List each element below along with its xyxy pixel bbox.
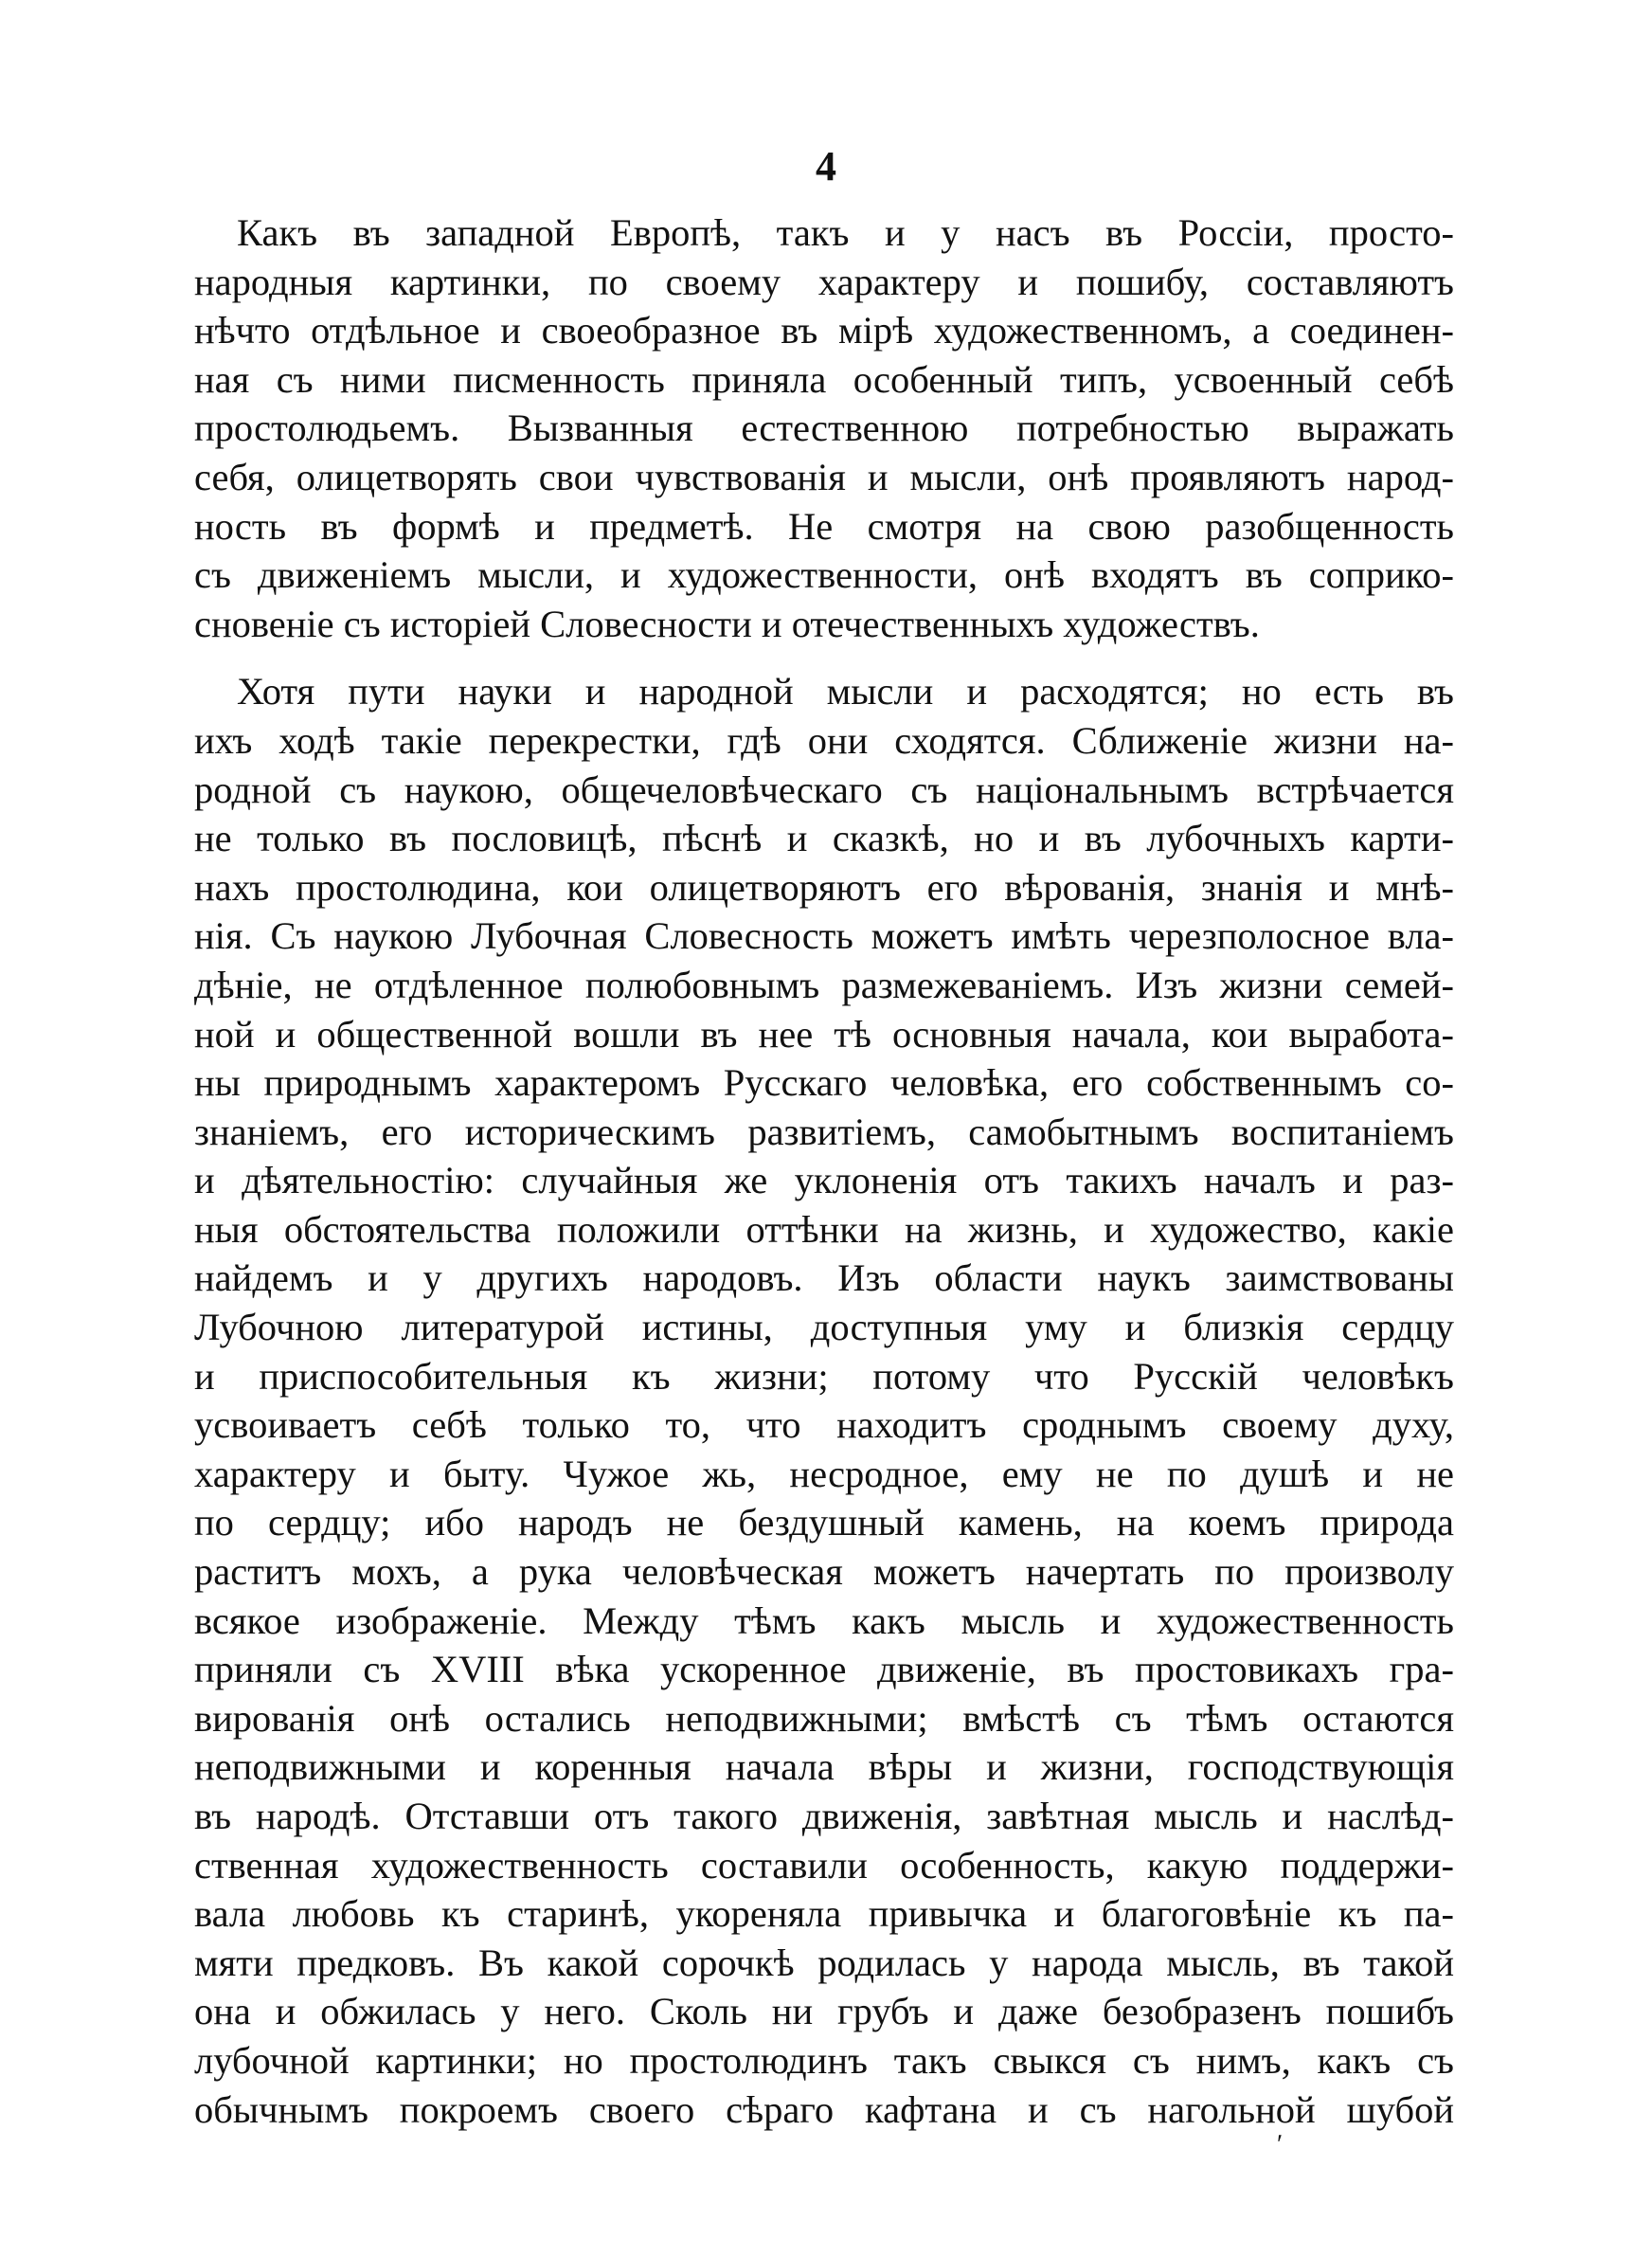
text-line: съ движеніемъ мысли, и художественности, онѣ входятъ въ соприко- xyxy=(194,553,1454,597)
text-line: Хотя пути науки и народной мысли и расходятся; но есть въ xyxy=(237,670,1454,713)
text-line: Лубочною литературой истины, доступныя уму и близкія сердцу xyxy=(194,1306,1454,1349)
text-line: народныя картинки, по своему характеру и пошибу, составляютъ xyxy=(194,260,1454,303)
text-line: знаніемъ, его историческимъ развитіемъ, самобытнымъ воспитаніемъ xyxy=(194,1110,1454,1153)
page-number: 4 xyxy=(816,143,836,190)
text-line: нѣчто отдѣльное и своеобразное въ мірѣ художественномъ, а соединен- xyxy=(194,309,1454,352)
text-line: дѣніе, не отдѣленное полюбовнымъ размежеваніемъ. Изъ жизни семей- xyxy=(194,963,1454,1006)
text-line: приняли съ XVIII вѣка ускоренное движеніе, въ простовикахъ гра- xyxy=(194,1648,1454,1691)
text-line: она и обжилась у него. Сколь ни грубъ и даже безобразенъ пошибъ xyxy=(194,1990,1454,2033)
paragraph-gap xyxy=(194,648,1454,667)
text-line: неподвижными и коренныя начала вѣры и жизни, господствующія xyxy=(194,1745,1454,1789)
text-line: всякое изображеніе. Между тѣмъ какъ мысль и художественность xyxy=(194,1598,1454,1642)
text-line: вала любовь къ старинѣ, укореняла привычка и благоговѣніе къ па- xyxy=(194,1892,1454,1936)
text-line: найдемъ и у другихъ народовъ. Изъ области наукъ заимствованы xyxy=(194,1256,1454,1300)
text-line: въ народѣ. Отставши отъ такого движенія, завѣтная мысль и наслѣд- xyxy=(194,1795,1454,1837)
text-line: нахъ простолюдина, кои олицетворяютъ его вѣрованія, знанія и мнѣ- xyxy=(194,865,1454,909)
text-line: ность въ формѣ и предметѣ. Не смотря на свою разобщенность xyxy=(194,504,1454,548)
text-line: Какъ въ западной Европѣ, такъ и у насъ въ Россіи, просто- xyxy=(237,211,1454,254)
text-line: себя, олицетворять свои чувствованія и мысли, онѣ проявляютъ народ- xyxy=(194,455,1454,498)
paragraph-2 xyxy=(194,667,1454,2134)
text-line: ственная художественность составили особенность, какую поддержи- xyxy=(194,1843,1454,1887)
text-line: не только въ пословицѣ, пѣснѣ и сказкѣ, но и въ лубочныхъ карти- xyxy=(194,817,1454,860)
text-line: родной съ наукою, общечеловѣческаго съ національнымъ встрѣчается xyxy=(194,767,1454,811)
text-line: раститъ мохъ, а рука человѣческая можетъ начертать по произволу xyxy=(194,1550,1454,1594)
text-line: ной и общественной вошли въ нее тѣ основныя начала, кои выработа- xyxy=(194,1012,1454,1056)
text-line: ная съ ними писменность приняла особенный типъ, усвоенный себѣ xyxy=(194,357,1454,401)
text-line: нія. Съ наукою Лубочная Словесность можетъ имѣть черезполосное вла- xyxy=(194,914,1454,958)
text-line: мяти предковъ. Въ какой сорочкѣ родилась у народа мысль, въ такой xyxy=(194,1941,1454,1984)
text-line: усвоиваетъ себѣ только то, что находитъ сроднымъ своему духу, xyxy=(194,1403,1454,1447)
ink-speck: ʹ xyxy=(1277,2130,1284,2159)
text-line: и приспособительныя къ жизни; потому что Русскій человѣкъ xyxy=(194,1354,1454,1398)
paragraph-1 xyxy=(194,208,1454,648)
text-line: ихъ ходѣ такіе перекрестки, гдѣ они сходятся. Сближеніе жизни на- xyxy=(194,718,1454,762)
text-line: ныя обстоятельства положили оттѣнки на жизнь, и художество, какіе xyxy=(194,1207,1454,1251)
text-line: вированія онѣ остались неподвижными; вмѣстѣ съ тѣмъ остаются xyxy=(194,1696,1454,1740)
body-text xyxy=(194,208,1454,2134)
text-line: и дѣятельностію: случайныя же уклоненія отъ такихъ началъ и раз- xyxy=(194,1159,1454,1202)
text-line: по сердцу; ибо народъ не бездушный камень, на коемъ природа xyxy=(194,1501,1454,1544)
text-line: простолюдьемъ. Вызванныя естественною потребностью выражать xyxy=(194,406,1454,450)
text-line: лубочной картинки; но простолюдинъ такъ свыкся съ нимъ, какъ съ xyxy=(194,2038,1454,2082)
text-line: ны природнымъ характеромъ Русскаго человѣка, его собственнымъ со- xyxy=(194,1061,1454,1105)
text-line: обычнымъ покроемъ своего сѣраго кафтана и съ нагольной шубой xyxy=(194,2087,1454,2131)
text-line: сновеніе съ исторіей Словесности и отечественныхъ художествъ. xyxy=(194,602,1260,645)
text-line: характеру и быту. Чужое жь, несродное, ему не по душѣ и не xyxy=(194,1452,1454,1495)
